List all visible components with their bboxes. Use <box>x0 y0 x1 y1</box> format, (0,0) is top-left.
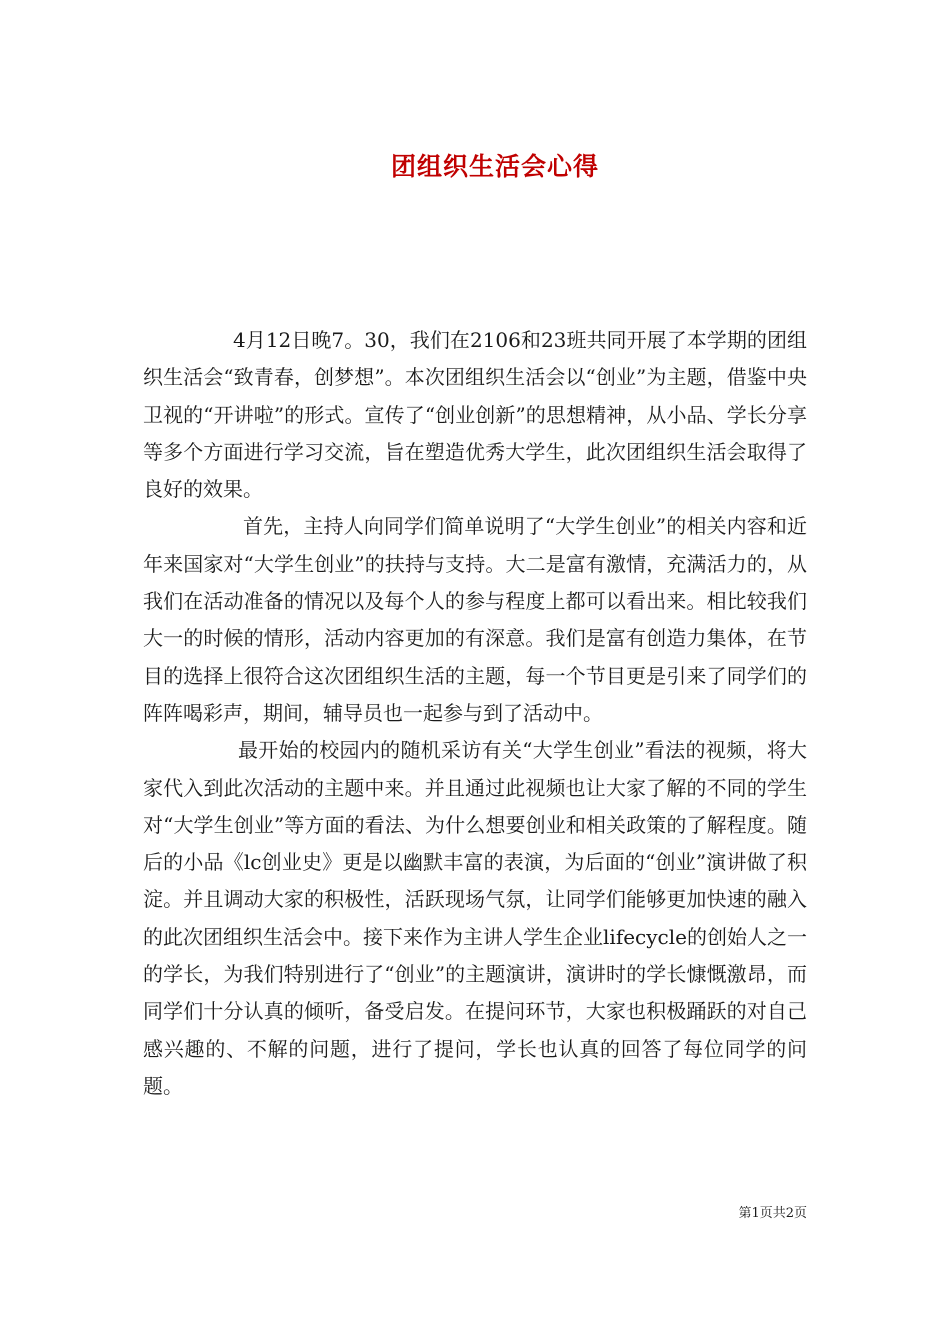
page-title: 团组织生活会心得 <box>390 151 599 181</box>
article-body <box>143 322 807 1105</box>
paragraph-3: 最开始的校园内的随机采访有关“大学生创业”看法的视频，将大家代入到此次活动的主题中来。并且通过此视频也让大家了解的不同的学生对“大学生创业”等方面的看法、为什么想要创业和相关政策的了解程度。随后的小品《lc创业史》更是以幽默丰富的表演，为后面的“创业”演讲做了积淀。并且调动大家的积极性，活跃现场气氛，让同学们能够更加快速的融入的此次团组织生活会中。接下来作为主讲人学生企业lifecycle的创始人之一的学长，为我们特别进行了“创业”的主题演讲，演讲时的学长慷慨激昂，而同学们十分认真的倾听，备受启发。在提问环节，大家也积极踊跃的对自己感兴趣的、不解的问题，进行了提问，学长也认真的回答了每位同学的问题。 <box>143 738 807 1098</box>
paragraph-1: 4月12日晚7。30，我们在2106和23班共同开展了本学期的团组织生活会“致青春，创梦想”。本次团组织生活会以“创业”为主题，借鉴中央卫视的“开讲啦”的形式。宣传了“创业创新”的思想精神，从小品、学长分享等多个方面进行学习交流，旨在塑造优秀大学生，此次团组织生活会取得了良好的效果。 <box>143 328 807 502</box>
page-number: 第1页共2页 <box>738 1206 807 1221</box>
paragraph-2: 首先，主持人向同学们简单说明了“大学生创业”的相关内容和近年来国家对“大学生创业”的扶持与支持。大二是富有激情，充满活力的，从我们在活动准备的情况以及每个人的参与程度上都可以看出来。相比较我们大一的时候的情形，活动内容更加的有深意。我们是富有创造力集体，在节目的选择上很符合这次团组织生活的主题，每一个节目更是引来了同学们的阵阵喝彩声，期间，辅导员也一起参与到了活动中。 <box>143 514 807 725</box>
